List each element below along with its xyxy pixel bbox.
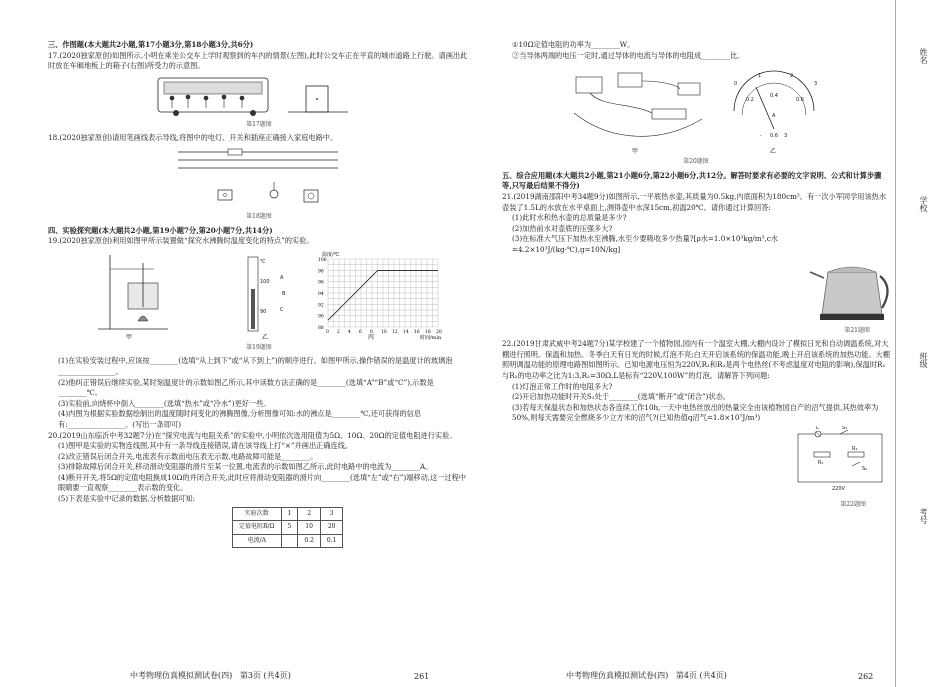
question-19-4: (4)内图为根据实验数据绘制出的温度随时间变化的沸腾图像,分析图像可知:水的沸点是________℃,还可获得的信息有:________________。(写出一条即可) <box>58 409 422 429</box>
sub-label-c: 丙 <box>368 333 375 341</box>
table-cell: 实验次数 <box>233 507 282 521</box>
meter-tick: 3 <box>814 81 818 88</box>
meter-terminal: 3 <box>784 133 788 140</box>
page-number-right: 262 <box>858 672 874 681</box>
question-20: 20.(2019山东临沂中考32题7分)在“探究电流与电阻关系”的实验中,小明依次选用阻值为5Ω、10Ω、20Ω的定值电阻进行实验。 <box>48 430 457 440</box>
x-tick-label: 10 <box>381 329 387 335</box>
section-4-heading: 四、实验探究题(本大题共2小题,第19小题7分,第20小题7分,共14分) <box>48 225 273 235</box>
x-tick-label: 8 <box>370 329 373 335</box>
figure-20 <box>502 63 890 155</box>
circuit-label-r2: R₂ <box>852 445 858 452</box>
figure-17 <box>48 74 470 118</box>
greenhouse-circuit-figure <box>502 426 890 498</box>
x-tick-label: 12 <box>392 329 398 335</box>
question-18: 18.(2020独家原创)请用笔画线表示导线,将图中的电灯、开关和插座正确接入家庭电路中。 <box>48 133 338 143</box>
question-22: 22.(2019甘肃武威中考24题7分)某学校建了一个植物园,园内有一个温室大棚,大棚内设计了模拟日光和自动调温系统,对大棚进行照明、保温和加热。冬季白天有日光的时候,灯泡不亮;白天开启该系统的保温功能,晚上开启该系统的加热功能。大棚照明调温功能的原理电路图如图所示。已知电源电压恒为220V,R₁和R₂是两个电热丝(不考虑温度对电阻的影响),保温时R₁与R₂的电功率之比为1:3,R₂=30Ω,L是标有“220V,100W”的灯泡。请解答下列问题: <box>502 339 890 380</box>
section-5-heading: 五、综合应用题(本大题共2小题,第21小题6分,第22小题6分,共12分。解答时要求有必要的文字说明、公式和计算步骤等,只写最后结果不得分) <box>502 170 882 191</box>
y-tick-label: 100 <box>318 257 327 263</box>
circuit-and-ammeter-figure <box>502 63 890 155</box>
table-cell: 3 <box>320 507 343 521</box>
figure-22-caption: 第22题图 <box>840 500 866 508</box>
boiling-apparatus-figure <box>48 249 470 341</box>
meter-unit: A <box>772 113 776 120</box>
y-tick-label: 96 <box>318 280 324 286</box>
figure-19-caption: 第19题图 <box>246 343 272 351</box>
table-row <box>233 521 343 535</box>
question-20-5: (5)下表是实验中记录的数据,分析数据可知: <box>58 494 196 504</box>
question-20-3: (3)排除故障后闭合开关,移动滑动变阻器的滑片至某一位置,电流表的示数如图乙所示,此时电路中的电流为________A。 <box>58 462 433 472</box>
figure-19 <box>48 249 470 341</box>
footer-page: 第3页 (共4页) <box>239 671 291 680</box>
meter-terminal: 0.6 <box>770 133 778 140</box>
table-cell: 1 <box>281 507 298 521</box>
table-row <box>233 507 343 521</box>
meter-tick: 2 <box>790 73 794 80</box>
figure-17-caption: 第17题图 <box>246 120 272 128</box>
footer-title: 中考物理仿真模拟测试卷(四) <box>130 671 233 680</box>
table-cell: 电流/A <box>233 534 282 548</box>
page-number-left: 261 <box>414 672 430 681</box>
question-19-1: (1)在实验安装过程中,应该按________(选填“从上到下”或“从下到上”)的顺序进行。如图甲所示,操作错误的是温度计的玻璃泡________________。 <box>58 356 453 376</box>
question-19-3: (3)实验前,向烧杯中倒入________(选填“热水”或“冷水”)更好一些。 <box>58 398 271 408</box>
right-footer <box>566 670 727 681</box>
x-tick-label: 6 <box>359 329 362 335</box>
table-cell: 定值电阻R/Ω <box>233 521 282 535</box>
question-20-1: (1)图甲是实验的实物连线图,其中有一条导线连接错误,请在该导线上打“×”并画出正确连线。 <box>58 441 353 451</box>
question-17: 17.(2020独家原创)如图所示,小明在乘坐公交车上学时观察到的车内的情景(左图),此时公交车正在平直的城市道路上行驶。请画出此时放在车厢地板上的箱子(右图)所受力的示意图。 <box>48 50 468 71</box>
svg-text:100: 100 <box>260 278 270 285</box>
meter-tick: 0.2 <box>746 97 754 104</box>
meter-tick: 0 <box>734 81 738 88</box>
bus-scene-figure <box>48 74 470 118</box>
table-cell <box>281 534 298 548</box>
binding-margin <box>895 0 950 687</box>
figure-22 <box>502 426 890 498</box>
circuit-label-r1: R₁ <box>818 459 824 466</box>
data-table <box>232 507 343 549</box>
table-cell: 0.2 <box>298 534 321 548</box>
y-tick-label: 94 <box>318 291 324 297</box>
question-22-2: (2)开启加热功能时开关S₂处于________(选填“断开”或“闭合”)状态。 <box>512 392 730 402</box>
sub-label-a: 甲 <box>126 333 133 341</box>
svg-text:A: A <box>280 274 284 281</box>
figure-20-caption: 第20题图 <box>683 158 709 166</box>
class-field-label: 班级 <box>919 352 928 368</box>
x-tick-label: 0 <box>326 329 329 335</box>
sub-label-b: 乙 <box>262 333 269 341</box>
table-cell: 2 <box>298 507 321 521</box>
table-cell: 5 <box>281 521 298 535</box>
figure-21-caption: 第21题图 <box>844 326 870 334</box>
x-tick-label: 2 <box>337 329 340 335</box>
question-22-1: (1)灯泡正常工作时的电阻多大? <box>512 381 613 391</box>
y-tick-label: 90 <box>318 314 324 320</box>
figure-18-caption: 第18题图 <box>246 212 272 220</box>
question-20-5-2: ②当导体两端的电压一定时,通过导体的电流与导体的电阻成________比。 <box>512 50 745 60</box>
svg-text:C: C <box>280 306 284 313</box>
circuit-label-lamp: L <box>816 425 819 431</box>
kettle-figure <box>502 258 890 324</box>
svg-text:B: B <box>282 290 286 297</box>
temperature-time-graph <box>318 251 442 341</box>
left-page <box>48 40 470 548</box>
x-tick-label: 16 <box>414 329 420 335</box>
question-20-4: (4)断开开关,将5Ω的定值电阻换成10Ω的并闭合开关,此时应将滑动变阻器的滑片向________(选填“左”或“右”)端移动,这一过程中眼睛要一直观察________表示数的变化。 <box>58 472 466 493</box>
x-axis-title: 时间/min <box>420 334 442 341</box>
question-21-2: (2)加热前水对壶底的压强多大? <box>512 223 613 233</box>
table-row <box>233 534 343 548</box>
question-20-2: (2)改正错误后闭合开关,电流表有示数而电压表无示数,电路故障可能是________。 <box>58 451 318 461</box>
school-field-label: 学校 <box>919 196 928 212</box>
x-tick-label: 18 <box>425 329 431 335</box>
figure-21 <box>502 258 890 324</box>
table-cell: 10 <box>298 521 321 535</box>
question-22-3: (3)若每天保温状态和加热状态各连续工作10h,一天中电热丝放出的热量完全由该植物园自产的沼气提供,其热效率为50%,则每天需要完全燃烧多少立方米的沼气?(已知热值q沼气=1.8×10⁷J/m³) <box>512 402 879 423</box>
y-axis-title: 温度/℃ <box>322 251 340 258</box>
x-tick-label: 20 <box>436 329 442 335</box>
svg-text:90: 90 <box>260 308 267 315</box>
x-tick-label: 14 <box>403 329 409 335</box>
svg-text:℃: ℃ <box>260 258 266 265</box>
circuit-label-s1: S₁ <box>842 425 848 431</box>
circuit-label-s2: S₂ <box>862 465 868 472</box>
question-21-3: (3)在标准大气压下加热水至沸腾,水至少要吸收多少热量?[ρ水=1.0×10³kg/m³,c水=4.2×10³J/(kg·℃),g=10N/kg] <box>512 234 778 254</box>
exam-number-field-label: 考号 <box>919 508 928 524</box>
sub-label-b: 乙 <box>770 148 777 156</box>
meter-tick: 1 <box>758 73 762 80</box>
section-3-heading: 三、作图题(本大题共2小题,第17小题3分,第18小题3分,共6分) <box>48 40 254 49</box>
footer-title: 中考物理仿真模拟测试卷(四) <box>566 671 669 680</box>
sub-label-a: 甲 <box>632 148 639 156</box>
x-tick-label: 4 <box>348 329 351 335</box>
y-tick-label: 88 <box>318 325 324 331</box>
question-19-2: (2)他纠正错误后继续实验,某时刻温度计的示数如图乙所示,其中读数方法正确的是________(选填“A”“B”或“C”),示数是________℃。 <box>58 377 434 398</box>
question-21: 21.(2019湖南邵阳中考34题9分)如图所示,一平底热水壶,其质量为0.5kg,内底面积为180cm²。有一次小军同学用该热水壶装了1.5L的水放在水平桌面上,测得壶中水深15cm,初温20℃。请你通过计算回答: <box>502 191 887 212</box>
y-tick-label: 92 <box>318 303 324 309</box>
question-19: 19.(2020独家原创)利用如图甲所示装置做“探究水沸腾时温度变化的特点”的实验。 <box>48 236 314 246</box>
table-cell: 0.1 <box>320 534 343 548</box>
question-21-1: (1)此时水和热水壶的总质量是多少? <box>512 213 627 223</box>
left-footer <box>130 670 291 681</box>
footer-page: 第4页 (共4页) <box>675 671 727 680</box>
question-20-5-1: ①10Ω定值电阻的功率为________W。 <box>512 40 635 49</box>
right-page <box>502 40 890 513</box>
y-tick-label: 98 <box>318 269 324 275</box>
meter-tick: 0.6 <box>796 97 804 104</box>
circuit-label-voltage: 220V <box>832 485 845 492</box>
meter-tick: 0.4 <box>770 93 778 100</box>
meter-terminal: - <box>760 133 762 140</box>
figure-18 <box>48 146 470 210</box>
home-circuit-figure <box>48 146 470 210</box>
table-cell: 20 <box>320 521 343 535</box>
name-field-label: 姓名 <box>919 48 928 64</box>
